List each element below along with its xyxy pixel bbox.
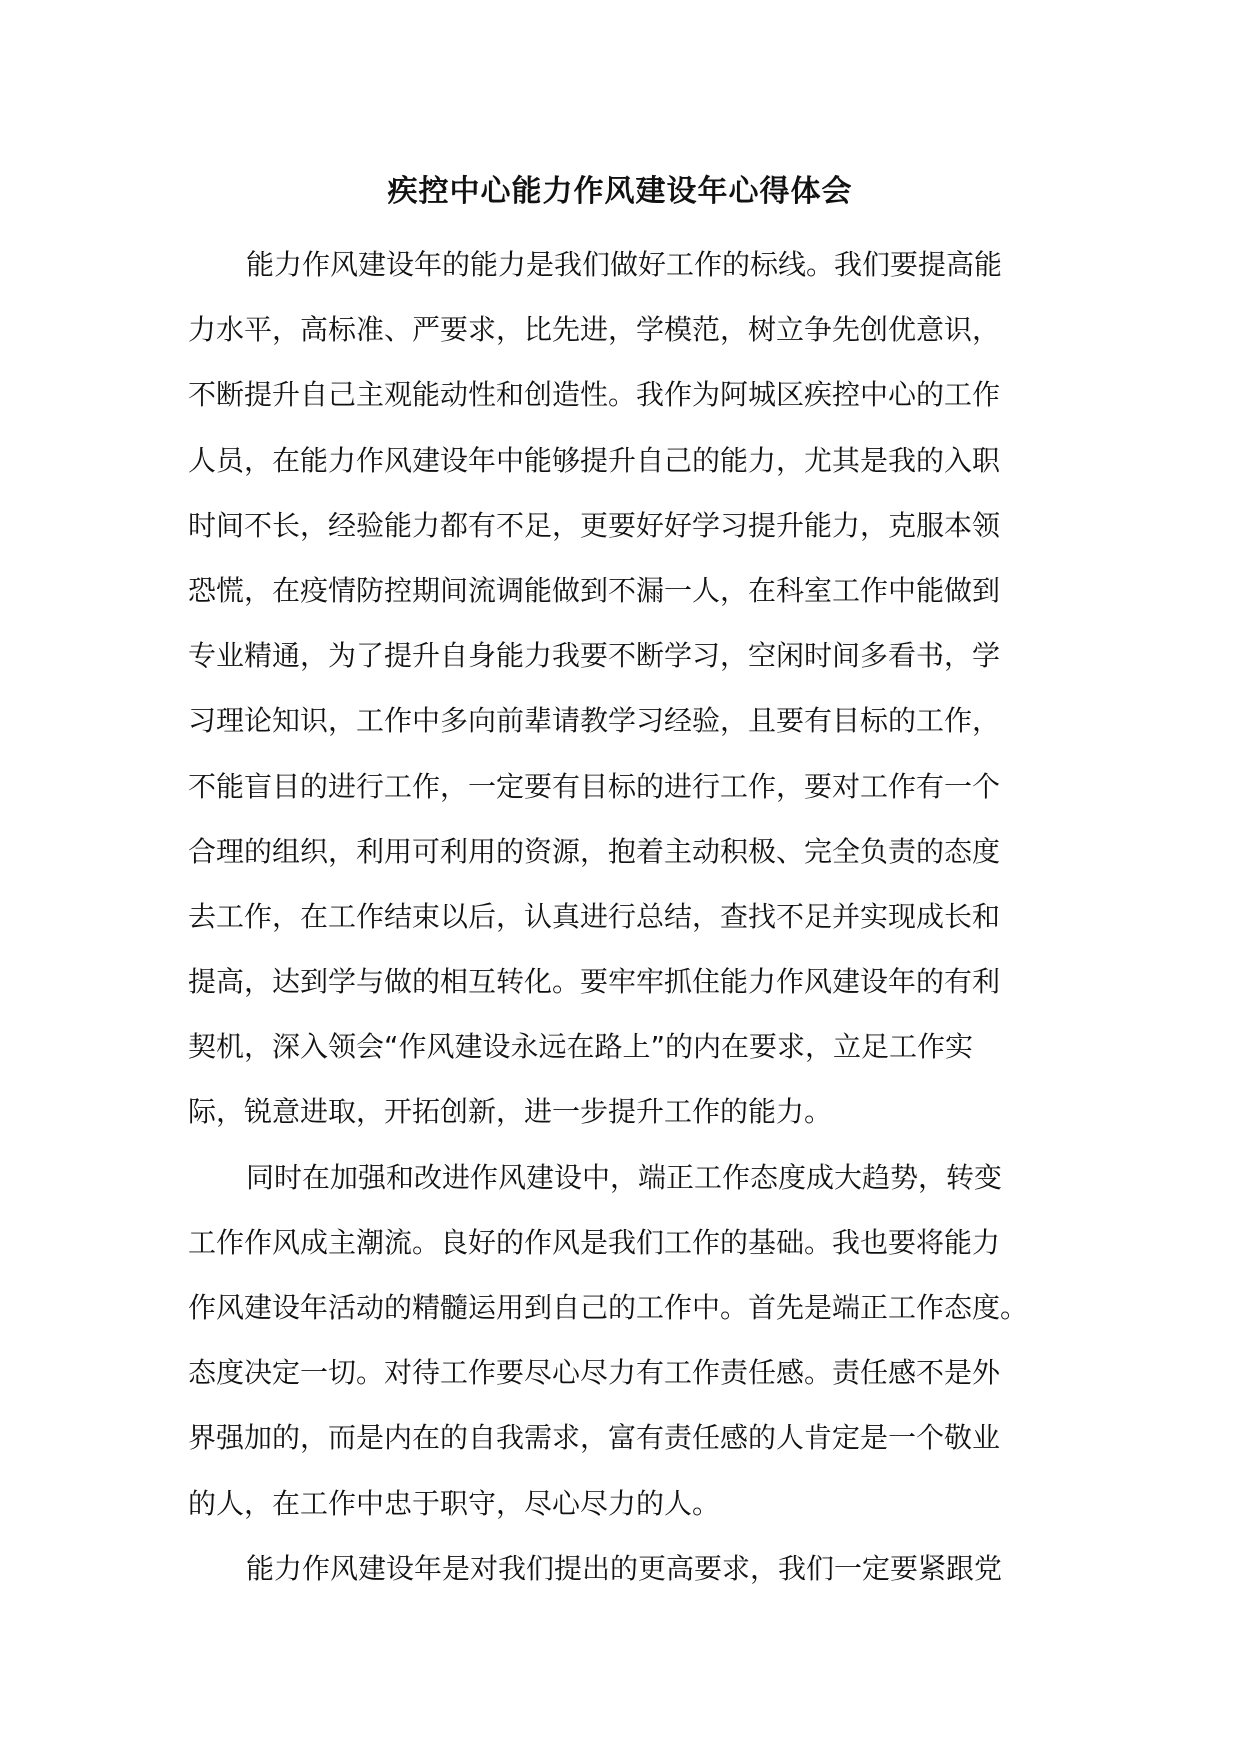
text-line: 作风建设年活动的精髓运用到自己的工作中。首先是端正工作态度。 xyxy=(188,1291,1029,1324)
document-body xyxy=(188,232,1068,1601)
text-line: 能力作风建设年是对我们提出的更高要求，我们一定要紧跟党 xyxy=(246,1551,1003,1585)
text-line: 不能盲目的进行工作，一定要有目标的进行工作，要对工作有一个 xyxy=(188,769,1001,803)
text-line: 去工作，在工作结束以后，认真进行总结，查找不足并实现成长和 xyxy=(188,899,1001,933)
text-line: 习理论知识，工作中多向前辈请教学习经验，且要有目标的工作， xyxy=(188,704,1001,738)
text-line: 际，锐意进取，开拓创新，进一步提升工作的能力。 xyxy=(188,1095,833,1129)
text-line: 契机，深入领会“作风建设永远在路上”的内在要求，立足工作实 xyxy=(188,1030,974,1064)
text-line: 同时在加强和改进作风建设中，端正工作态度成大趋势，转变 xyxy=(246,1160,1003,1194)
text-line: 合理的组织，利用可利用的资源，抱着主动积极、完全负责的态度 xyxy=(188,834,1001,868)
document-title: 疾控中心能力作风建设年心得体会 xyxy=(387,174,853,209)
text-line: 态度决定一切。对待工作要尽心尽力有工作责任感。责任感不是外 xyxy=(188,1356,1001,1390)
text-line: 力水平，高标准、严要求，比先进，学模范，树立争先创优意识， xyxy=(188,313,1001,347)
text-line: 的人，在工作中忠于职守，尽心尽力的人。 xyxy=(188,1486,721,1520)
text-line: 工作作风成主潮流。良好的作风是我们工作的基础。我也要将能力 xyxy=(188,1225,1001,1259)
text-line: 界强加的，而是内在的自我需求，富有责任感的人肯定是一个敬业 xyxy=(188,1421,1001,1455)
text-line: 能力作风建设年的能力是我们做好工作的标线。我们要提高能 xyxy=(246,248,1003,281)
text-line: 恐慌，在疫情防控期间流调能做到不漏一人，在科室工作中能做到 xyxy=(188,573,1001,607)
text-line: 专业精通，为了提升自身能力我要不断学习，空闲时间多看书，学 xyxy=(188,639,1001,673)
text-line: 不断提升自己主观能动性和创造性。我作为阿城区疾控中心的工作 xyxy=(188,378,1001,412)
text-line: 提高，达到学与做的相互转化。要牢牢抓住能力作风建设年的有利 xyxy=(188,965,1001,999)
text-line: 时间不长，经验能力都有不足，更要好好学习提升能力，克服本领 xyxy=(188,508,1001,542)
text-line: 人员，在能力作风建设年中能够提升自己的能力，尤其是我的入职 xyxy=(188,443,1001,477)
